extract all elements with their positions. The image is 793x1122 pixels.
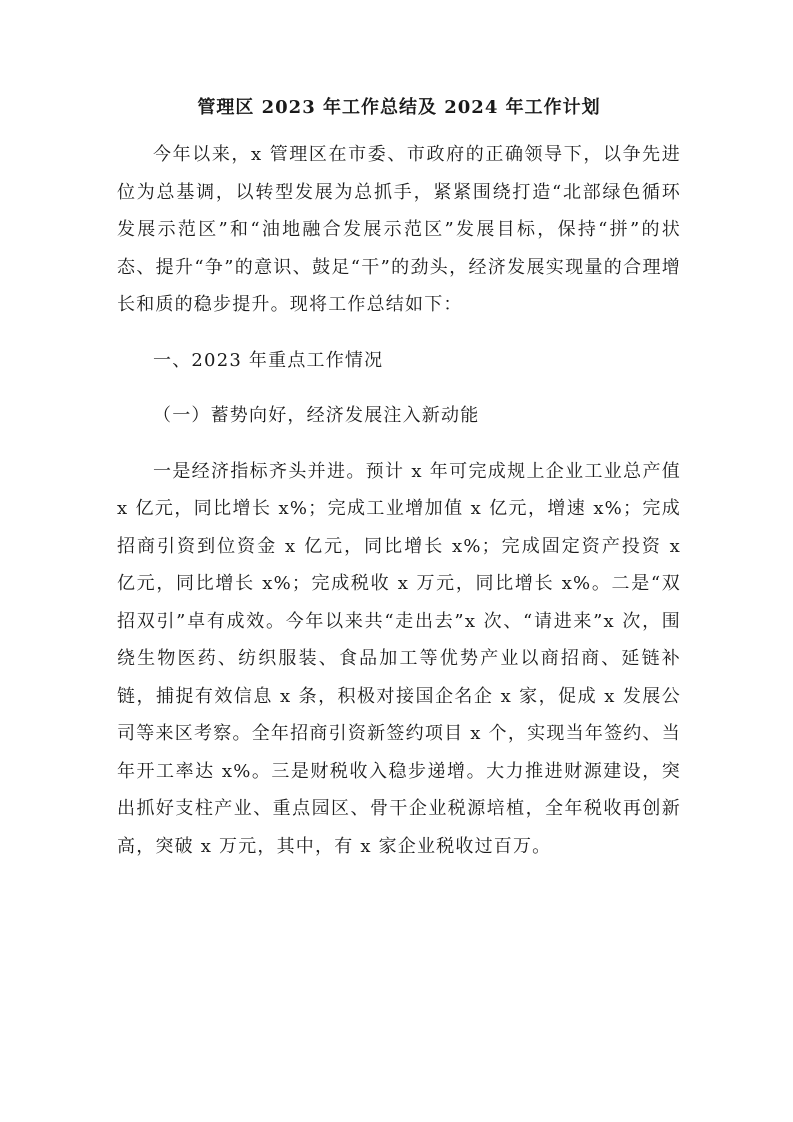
intro-paragraph: 今年以来，x 管理区在市委、市政府的正确领导下，以争先进位为总基调，以转型发展为总抓手，紧紧围绕打造“北部绿色循环发展示范区”和“油地融合发展示范区”发展目标，保持“拼”的状态、提升“争”的意识、鼓足“干”的劲头，经济发展实现量的合理增长和质的稳步提升。现将工作总结如下：: [117, 144, 681, 315]
subsection-heading: （一）蓄势向好，经济发展注入新动能: [153, 405, 480, 426]
body-paragraph: 一是经济指标齐头并进。预计 x 年可完成规上企业工业总产值 x 亿元，同比增长 x%；完成工业增加值 x 亿元，增速 x%；完成招商引资到位资金 x 亿元，同比增长 x%；完成固定资产投资 x 亿元，同比增长 x%；完成税收 x 万元，同比增长 x%。二是“双招双引”卓有成效。今年以来共“走出去”x 次、“请进来”x 次，围绕生物医药、纺织服装、食品加工等优势产业以商招商、延链补链，捕捉有效信息 x 条，积极对接国企名企 x 家，促成 x 发展公司等来区考察。全年招商引资新签约项目 x 个，实现当年签约、当年开工率达 x%。三是财税收入稳步递增。大力推进财源建设，突出抓好支柱产业、重点园区、骨干企业税源培植，全年税收再创新高，突破 x 万元，其中，有 x 家企业税收过百万。: [117, 460, 681, 857]
document-page: [117, 88, 681, 865]
document-title: 管理区 2023 年工作总结及 2024 年工作计划: [197, 97, 601, 118]
section-heading: 一、2023 年重点工作情况: [153, 349, 384, 371]
